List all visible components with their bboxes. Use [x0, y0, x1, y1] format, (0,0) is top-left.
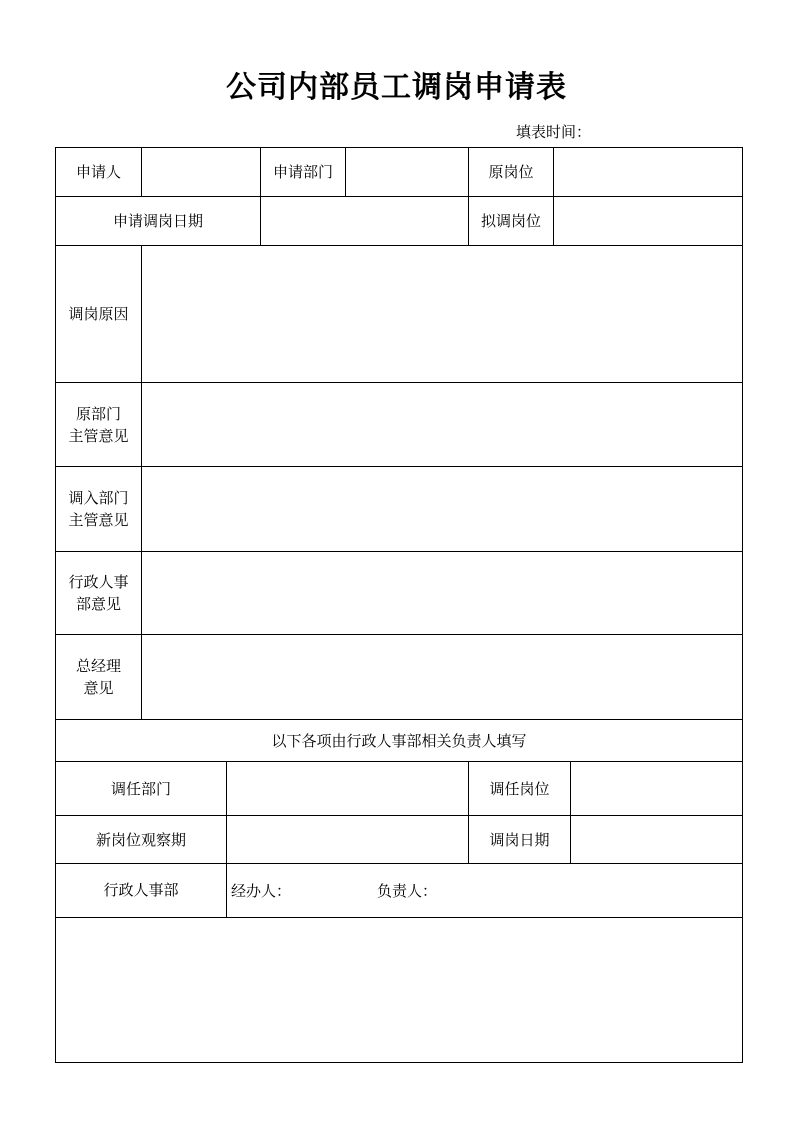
proposed-post-label: 拟调岗位	[469, 197, 554, 246]
reason-label: 调岗原因	[56, 246, 142, 383]
remarks-area[interactable]	[56, 918, 743, 1063]
hr-section-note: 以下各项由行政人事部相关负责人填写	[56, 720, 743, 762]
applicant-label: 申请人	[56, 148, 142, 197]
orig-post-input[interactable]	[554, 148, 743, 197]
proposed-post-input[interactable]	[554, 197, 743, 246]
new-mgr-label-line2: 主管意见	[68, 511, 129, 529]
dept-label: 申请部门	[261, 148, 346, 197]
hr-dept-text: 行政人事部	[103, 880, 179, 899]
transfer-day-input[interactable]	[571, 816, 743, 864]
hr-dept-label	[56, 864, 227, 918]
gm-opinion-label-line2: 意见	[83, 679, 114, 697]
assigned-post-label: 调任岗位	[469, 762, 571, 816]
transfer-date-input[interactable]	[261, 197, 469, 246]
assigned-dept-label: 调任部门	[56, 762, 227, 816]
orig-mgr-label-line1: 原部门	[75, 404, 121, 423]
new-mgr-label-line1: 调入部门	[68, 489, 129, 507]
transfer-application-table	[55, 147, 743, 1063]
fill-time-label: 填表时间：	[516, 123, 592, 141]
handler-label: 经办人：	[231, 881, 292, 900]
applicant-input[interactable]	[142, 148, 261, 197]
gm-opinion-label-line1: 总经理	[75, 657, 121, 675]
new-mgr-input[interactable]	[142, 467, 743, 552]
gm-opinion-input[interactable]	[142, 635, 743, 720]
hr-opinion-input[interactable]	[142, 552, 743, 635]
assigned-post-input[interactable]	[571, 762, 743, 816]
responsible-label: 负责人：	[377, 881, 438, 900]
probation-label: 新岗位观察期	[56, 816, 227, 864]
form-title: 公司内部员工调岗申请表	[226, 70, 567, 105]
gm-opinion-label	[56, 635, 142, 720]
hr-opinion-label-line2: 部意见	[75, 595, 121, 613]
reason-input[interactable]	[142, 246, 743, 383]
signature-row[interactable]	[227, 864, 743, 918]
hr-opinion-label-line1: 行政人事	[68, 573, 129, 591]
orig-post-label: 原岗位	[469, 148, 554, 197]
orig-mgr-label-line2: 主管意见	[68, 426, 129, 445]
hr-opinion-label	[56, 552, 142, 635]
dept-input[interactable]	[346, 148, 469, 197]
probation-input[interactable]	[227, 816, 469, 864]
transfer-day-label: 调岗日期	[469, 816, 571, 864]
transfer-date-label: 申请调岗日期	[56, 197, 261, 246]
assigned-dept-input[interactable]	[227, 762, 469, 816]
orig-mgr-label	[56, 383, 142, 467]
orig-mgr-input[interactable]	[142, 383, 743, 467]
new-mgr-label	[56, 467, 142, 552]
